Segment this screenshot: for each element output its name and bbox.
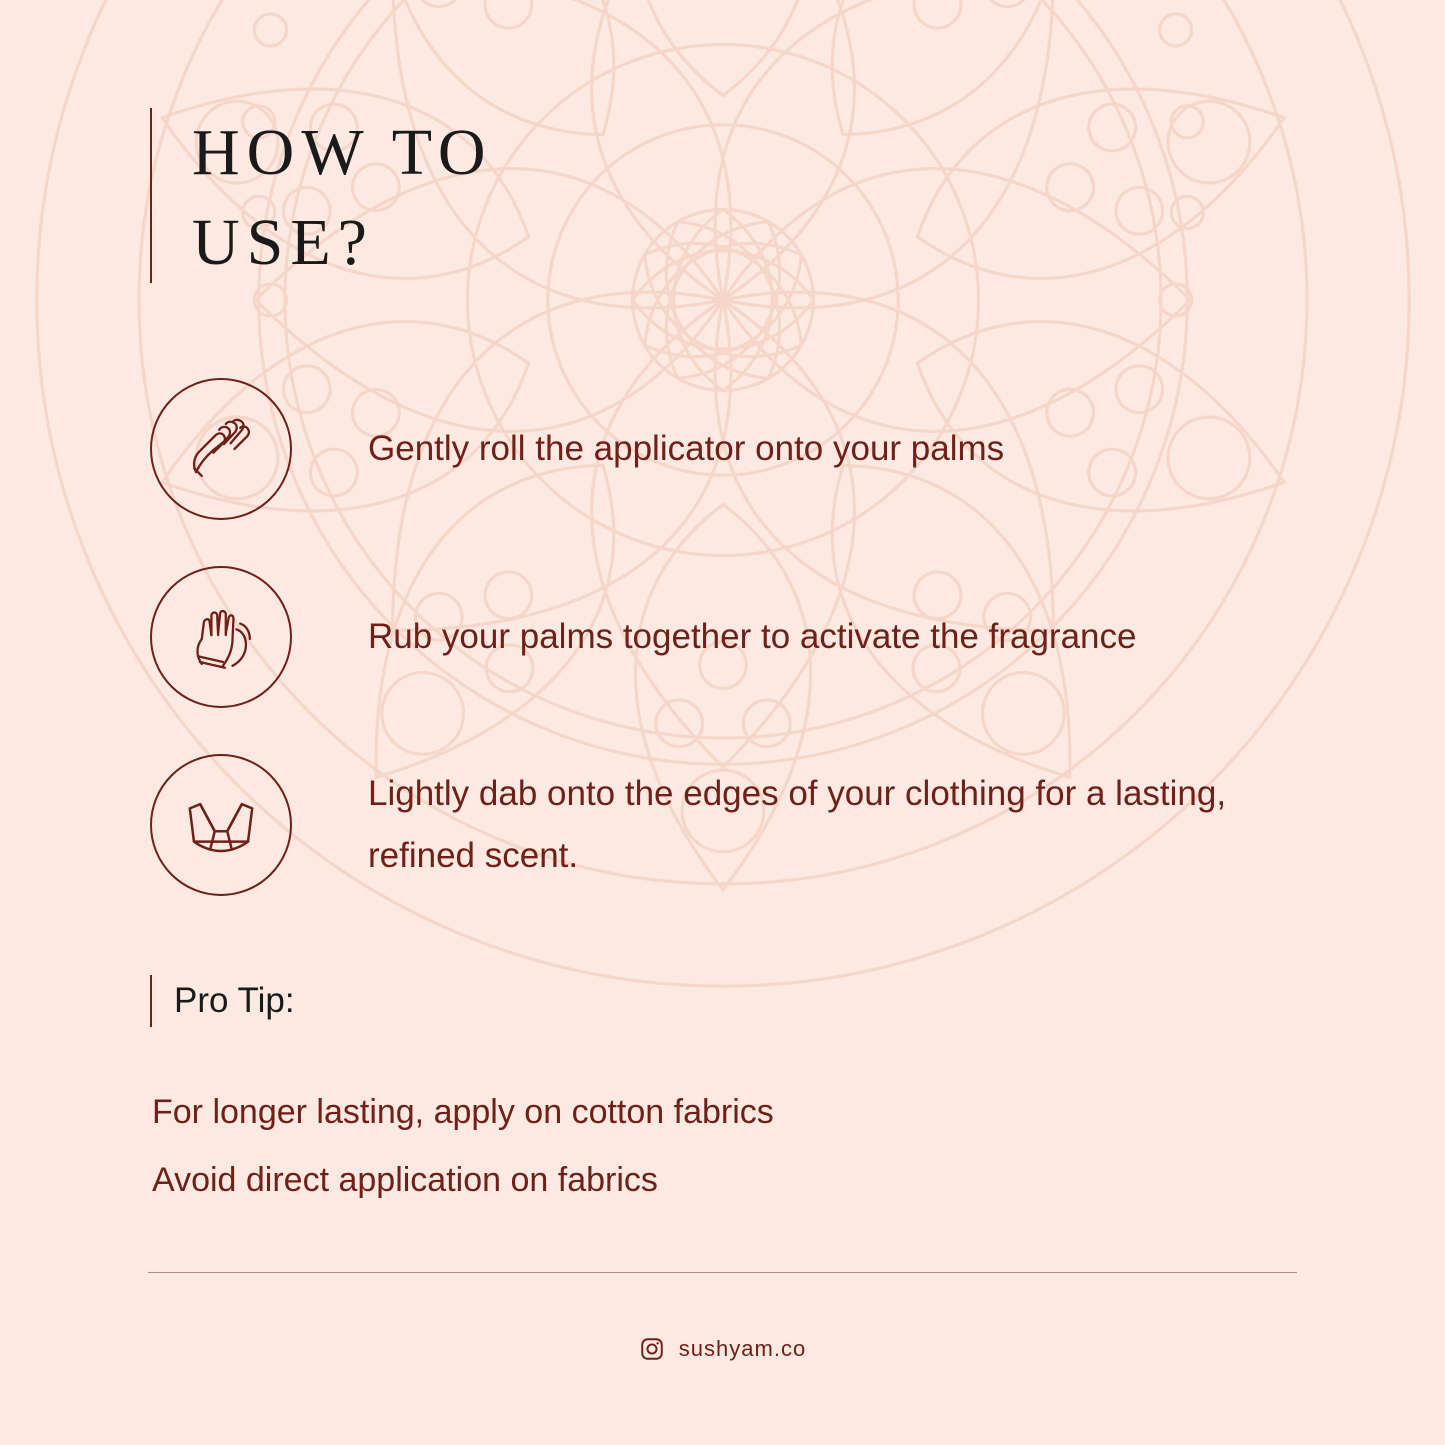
steps-list — [150, 378, 1310, 942]
step-text: Rub your palms together to activate the fragrance — [368, 617, 1137, 656]
footer — [0, 1336, 1445, 1362]
step-text: Gently roll the applicator onto your palms — [368, 429, 1005, 468]
step-item — [150, 566, 1310, 708]
step-item — [150, 378, 1310, 520]
pro-tip-line-1: For longer lasting, apply on cotton fabrics — [152, 1093, 774, 1131]
instagram-handle[interactable]: sushyam.co — [678, 1336, 807, 1361]
rolling-applicator-on-palm-icon — [150, 378, 292, 520]
step-item — [150, 754, 1310, 896]
pro-tip-body — [152, 1078, 774, 1214]
pro-tip-line-2: Avoid direct application on fabrics — [152, 1161, 658, 1199]
page-title-line-2: USE? — [192, 206, 374, 279]
step-text: Lightly dab onto the edges of your clothing for a lasting, refined scent. — [368, 774, 1227, 875]
footer-divider — [148, 1272, 1297, 1273]
page-title-line-1: HOW TO — [192, 116, 493, 189]
rubbing-palms-icon — [150, 566, 292, 708]
page-title — [150, 108, 493, 283]
instagram-icon — [639, 1336, 665, 1362]
pro-tip-heading: Pro Tip: — [150, 975, 295, 1027]
shirt-collar-icon — [150, 754, 292, 896]
